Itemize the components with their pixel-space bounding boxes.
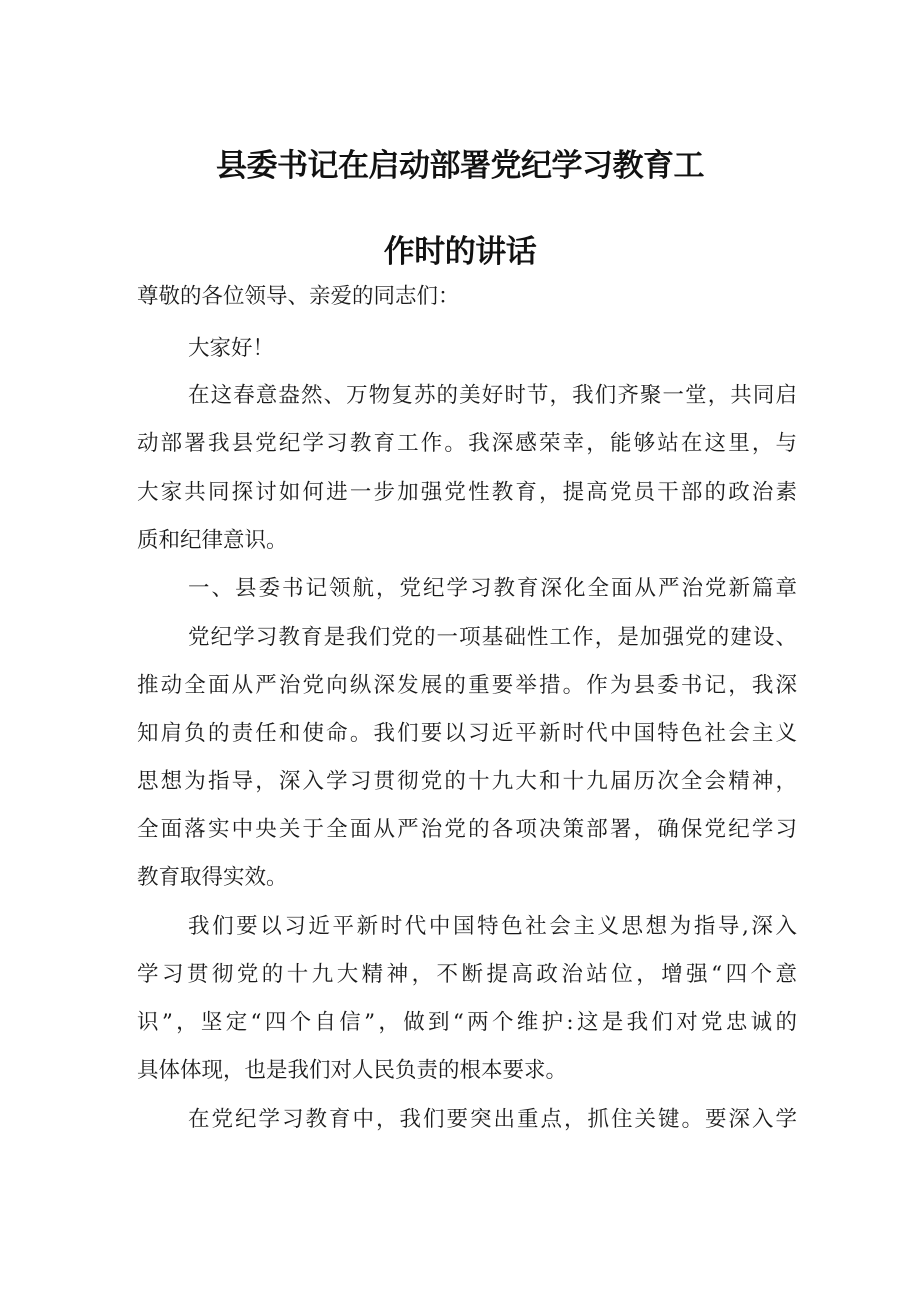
paragraph-line: 具体体现，也是我们对人民负责的根本要求。	[137, 1058, 568, 1083]
paragraph-line: 知肩负的责任和使命。我们要以习近平新时代中国特色社会主义	[137, 721, 797, 746]
paragraph-line: 学习贯彻党的十九大精神，不断提高政治站位，增强“四个意	[137, 962, 797, 987]
salutation: 尊敬的各位领导、亲爱的同志们：	[137, 284, 460, 309]
paragraph-line: 在这春意盎然、万物复苏的美好时节，我们齐聚一堂，共同启	[188, 383, 797, 408]
section-heading: 一、县委书记领航，党纪学习教育深化全面从严治党新篇章	[188, 576, 797, 601]
paragraph-line: 在党纪学习教育中，我们要突出重点，抓住关键。要深入学	[188, 1107, 797, 1132]
greeting: 大家好！	[188, 336, 275, 361]
paragraph-line: 推动全面从严治党向纵深发展的重要举措。作为县委书记，我深	[137, 673, 797, 698]
paragraph-line: 动部署我县党纪学习教育工作。我深感荣幸，能够站在这里，与	[137, 431, 797, 456]
paragraph-line: 大家共同探讨如何进一步加强党性教育，提高党员干部的政治素	[137, 480, 797, 505]
paragraph-line: 识”，坚定“四个自信”，做到“两个维护:这是我们对党忠诚的	[137, 1010, 797, 1035]
paragraph-line: 质和纪律意识。	[137, 528, 288, 553]
paragraph-line: 全面落实中央关于全面从严治党的各项决策部署，确保党纪学习	[137, 817, 797, 842]
document-title-line-2: 作时的讲话	[383, 234, 537, 270]
paragraph-line: 党纪学习教育是我们党的一项基础性工作，是加强党的建设、	[188, 625, 797, 650]
paragraph-line: 思想为指导，深入学习贯彻党的十九大和十九届历次全会精神，	[137, 769, 797, 794]
paragraph-line: 我们要以习近平新时代中国特色社会主义思想为指导,深入	[188, 914, 797, 939]
document-title-line-1: 县委书记在启动部署党纪学习教育工	[216, 148, 704, 184]
paragraph-line: 教育取得实效。	[137, 865, 288, 890]
